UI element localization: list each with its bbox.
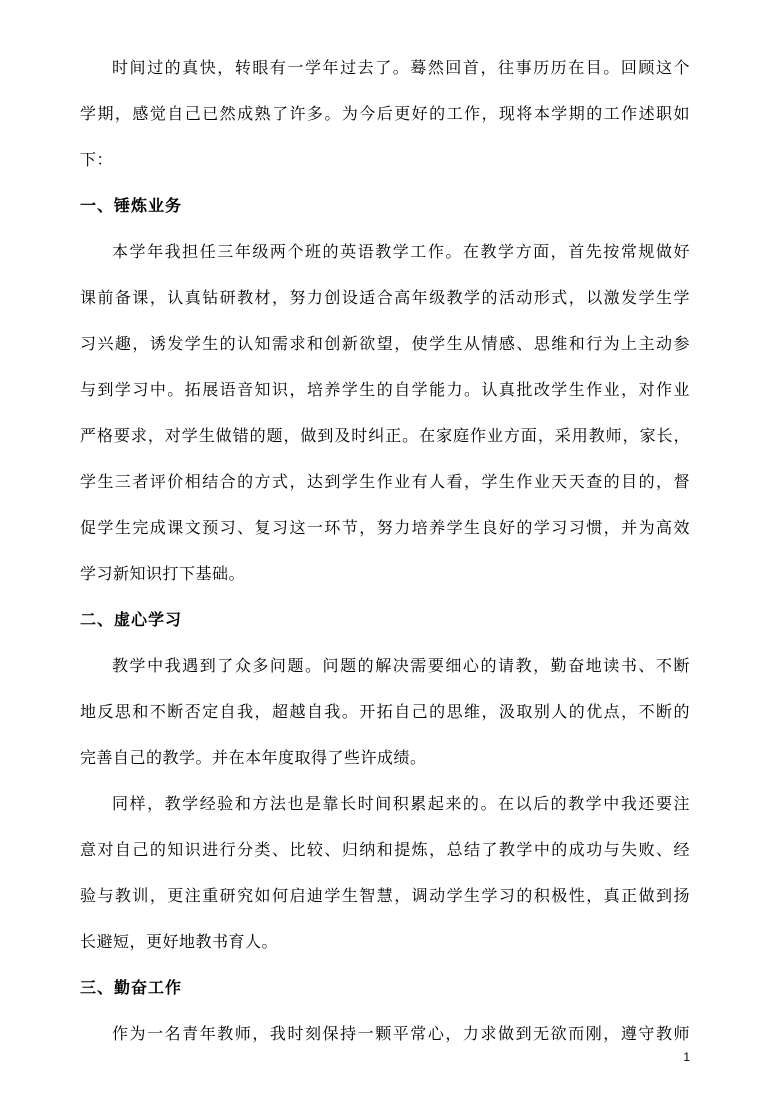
section-2-heading: 二、虚心学习 — [80, 610, 183, 629]
section-2-line: 长避短，更好地教书育人。 — [80, 932, 279, 951]
section-1-line: 学习新知识打下基础。 — [80, 564, 246, 583]
section-1-line: 课前备课，认真钻研教材，努力创设适合高年级教学的活动形式，以激发学生学 — [80, 288, 690, 307]
page-number: 1 — [683, 1050, 690, 1064]
section-2-line: 同样，教学经验和方法也是靠长时间积累起来的。在以后的教学中我还要注 — [112, 794, 690, 813]
section-1-line: 严格要求，对学生做错的题，做到及时纠正。在家庭作业方面，采用教师，家长， — [80, 426, 690, 445]
section-1-heading: 一、锤炼业务 — [80, 196, 183, 215]
section-1-line: 本学年我担任三年级两个班的英语教学工作。在教学方面，首先按常规做好 — [112, 242, 690, 261]
section-2-line: 意对自己的知识进行分类、比较、归纳和提炼，总结了教学中的成功与失败、经 — [80, 840, 690, 859]
section-2-line: 地反思和不断否定自我，超越自我。开拓自己的思维，汲取别人的优点，不断的 — [80, 702, 690, 721]
section-2-line: 教学中我遇到了众多问题。问题的解决需要细心的请教，勤奋地读书、不断 — [112, 656, 690, 675]
intro-line-3: 下： — [80, 150, 114, 169]
intro-line-2: 学期，感觉自己已然成熟了许多。为今后更好的工作，现将本学期的工作述职如 — [80, 104, 690, 123]
section-2-line: 验与教训，更注重研究如何启迪学生智慧，调动学生学习的积极性，真正做到扬 — [80, 886, 690, 905]
section-1-line: 促学生完成课文预习、复习这一环节，努力培养学生良好的学习习惯，并为高效 — [80, 518, 690, 537]
section-3-heading: 三、勤奋工作 — [80, 978, 183, 997]
section-2-line: 完善自己的教学。并在本年度取得了些许成绩。 — [80, 748, 427, 767]
intro-line-1: 时间过的真快，转眼有一学年过去了。蓦然回首，往事历历在目。回顾这个 — [112, 58, 690, 77]
section-3-line: 作为一名青年教师，我时刻保持一颗平常心，力求做到无欲而刚，遵守教师 — [112, 1024, 690, 1043]
section-1-line: 学生三者评价相结合的方式，达到学生作业有人看，学生作业天天查的目的，督 — [80, 472, 690, 491]
section-1-line: 与到学习中。拓展语音知识，培养学生的自学能力。认真批改学生作业，对作业 — [80, 380, 690, 399]
section-1-line: 习兴趣，诱发学生的认知需求和创新欲望，使学生从情感、思维和行为上主动参 — [80, 334, 690, 353]
